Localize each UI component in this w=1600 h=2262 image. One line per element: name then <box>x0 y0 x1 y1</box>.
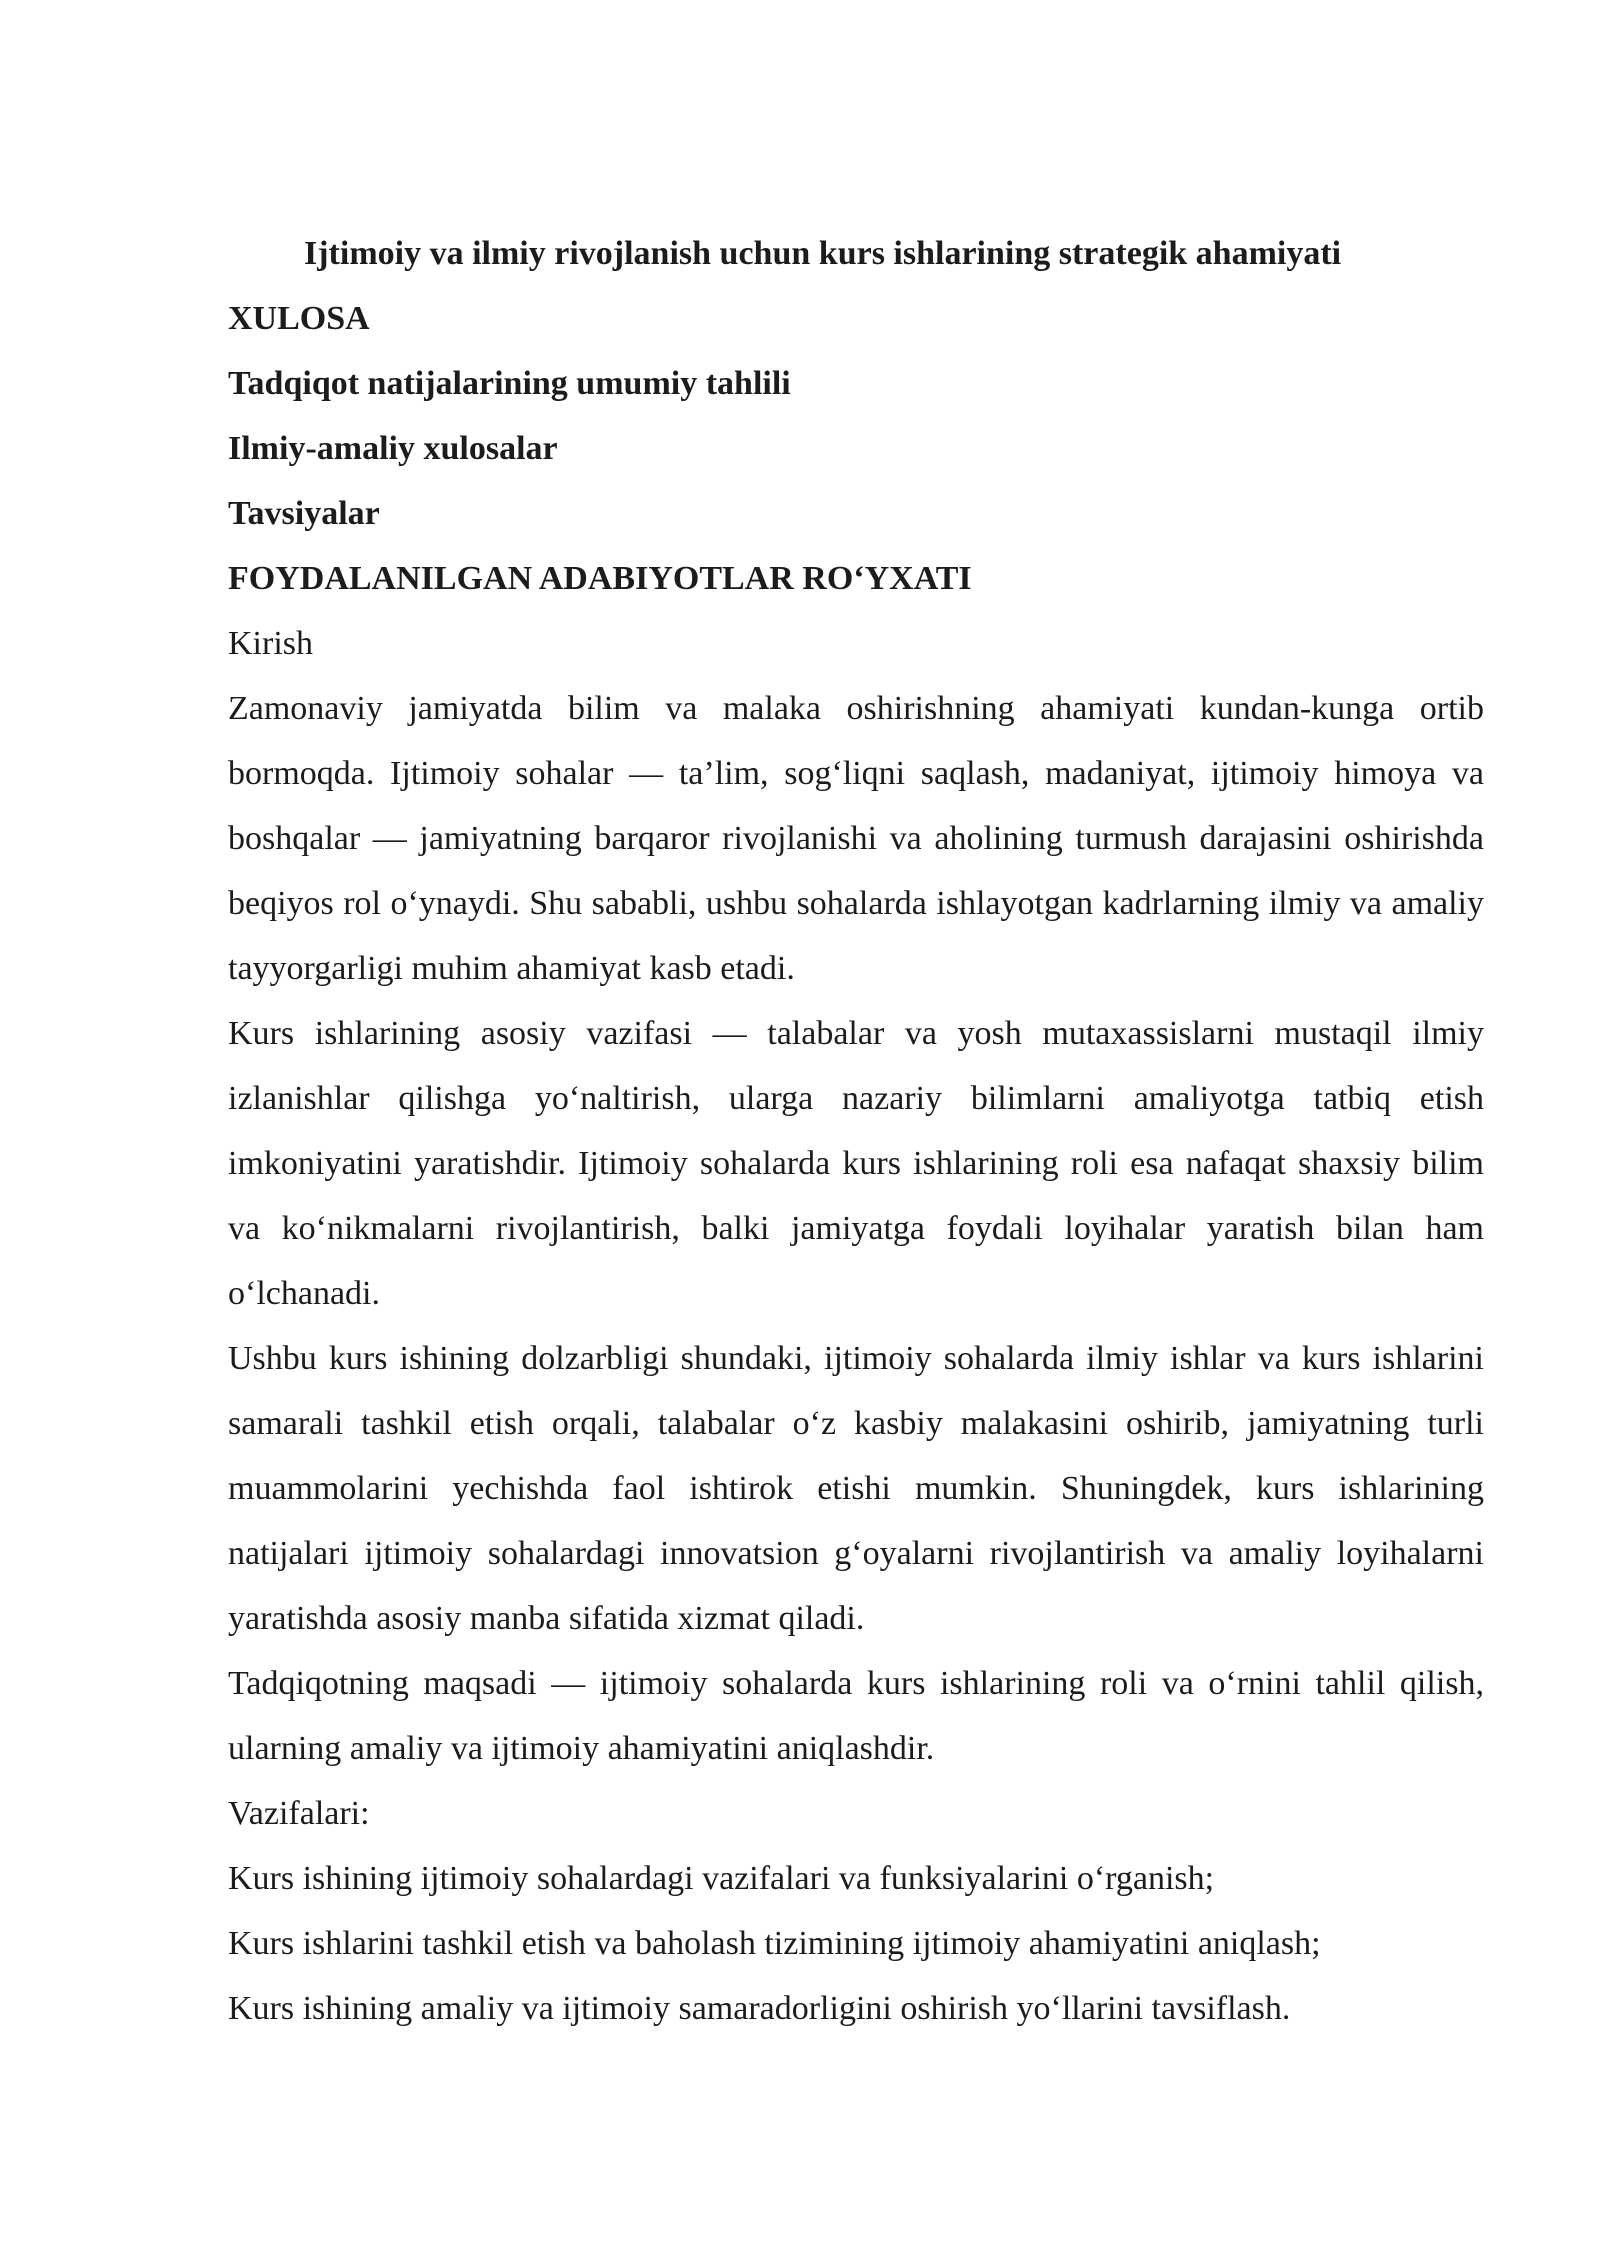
section-heading-kirish: Kirish <box>228 625 313 662</box>
document-title: Ijtimoiy va ilmiy rivojlanish uchun kurs ishlarining strategik ahamiyati <box>304 235 1342 272</box>
paragraph-purpose: Kurs ishlarining asosiy vazifasi — talabalar va yosh mutaxassislarni mustaqil ilmiy izlanishlar qilishga yo‘naltirish, ularga nazariy bilimlarni amaliyotga tatbiq etish imkoniyatini yaratishdir. Ijtimoiy sohalarda kurs ishlarining roli esa nafaqat shaxsiy bilim va ko‘nikmalarni rivojlantirish, balki jamiyatga foydali loyihalar yaratish bilan ham o‘lchanadi. <box>228 1015 1484 1312</box>
task-item: Kurs ishining ijtimoiy sohalardagi vazifalari va funksiyalarini o‘rganish; <box>228 1860 1215 1897</box>
tasks-label: Vazifalari: <box>228 1795 370 1832</box>
toc-item-xulosa: XULOSA <box>228 300 370 337</box>
toc-item-recommendations: Tavsiyalar <box>228 495 380 532</box>
document-page <box>228 221 1484 2041</box>
task-item: Kurs ishlarini tashkil etish va baholash tizimining ijtimoiy ahamiyatini aniqlash; <box>228 1925 1321 1962</box>
paragraph-relevance: Ushbu kurs ishining dolzarbligi shundaki, ijtimoiy sohalarda ilmiy ishlar va kurs ishlarini samarali tashkil etish orqali, talabalar o‘z kasbiy malakasini oshirib, jamiyatning turli muammolarini yechishda faol ishtirok etishi mumkin. Shuningdek, kurs ishlarining natijalari ijtimoiy sohalardagi innovatsion g‘oyalarni rivojlantirish va amaliy loyihalarni yaratishda asosiy manba sifatida xizmat qiladi. <box>228 1340 1484 1637</box>
paragraph-intro: Zamonaviy jamiyatda bilim va malaka oshirishning ahamiyati kundan-kunga ortib bormoqda. Ijtimoiy sohalar — ta’lim, sog‘liqni saqlash, madaniyat, ijtimoiy himoya va boshqalar — jamiyatning barqaror rivojlanishi va aholining turmush darajasini oshirishda beqiyos rol o‘ynaydi. Shu sababli, ushbu sohalarda ishlayotgan kadrlarning ilmiy va amaliy tayyorgarligi muhim ahamiyat kasb etadi. <box>228 690 1484 987</box>
toc-item-references: FOYDALANILGAN ADABIYOTLAR RO‘YXATI <box>228 560 972 597</box>
task-item: Kurs ishining amaliy va ijtimoiy samaradorligini oshirish yo‘llarini tavsiflash. <box>228 1990 1291 2027</box>
toc-item-conclusions: Ilmiy-amaliy xulosalar <box>228 430 558 467</box>
toc-item-analysis: Tadqiqot natijalarining umumiy tahlili <box>228 365 791 402</box>
paragraph-goal: Tadqiqotning maqsadi — ijtimoiy sohalarda kurs ishlarining roli va o‘rnini tahlil qilish, ularning amaliy va ijtimoiy ahamiyatini aniqlashdir. <box>228 1665 1484 1767</box>
